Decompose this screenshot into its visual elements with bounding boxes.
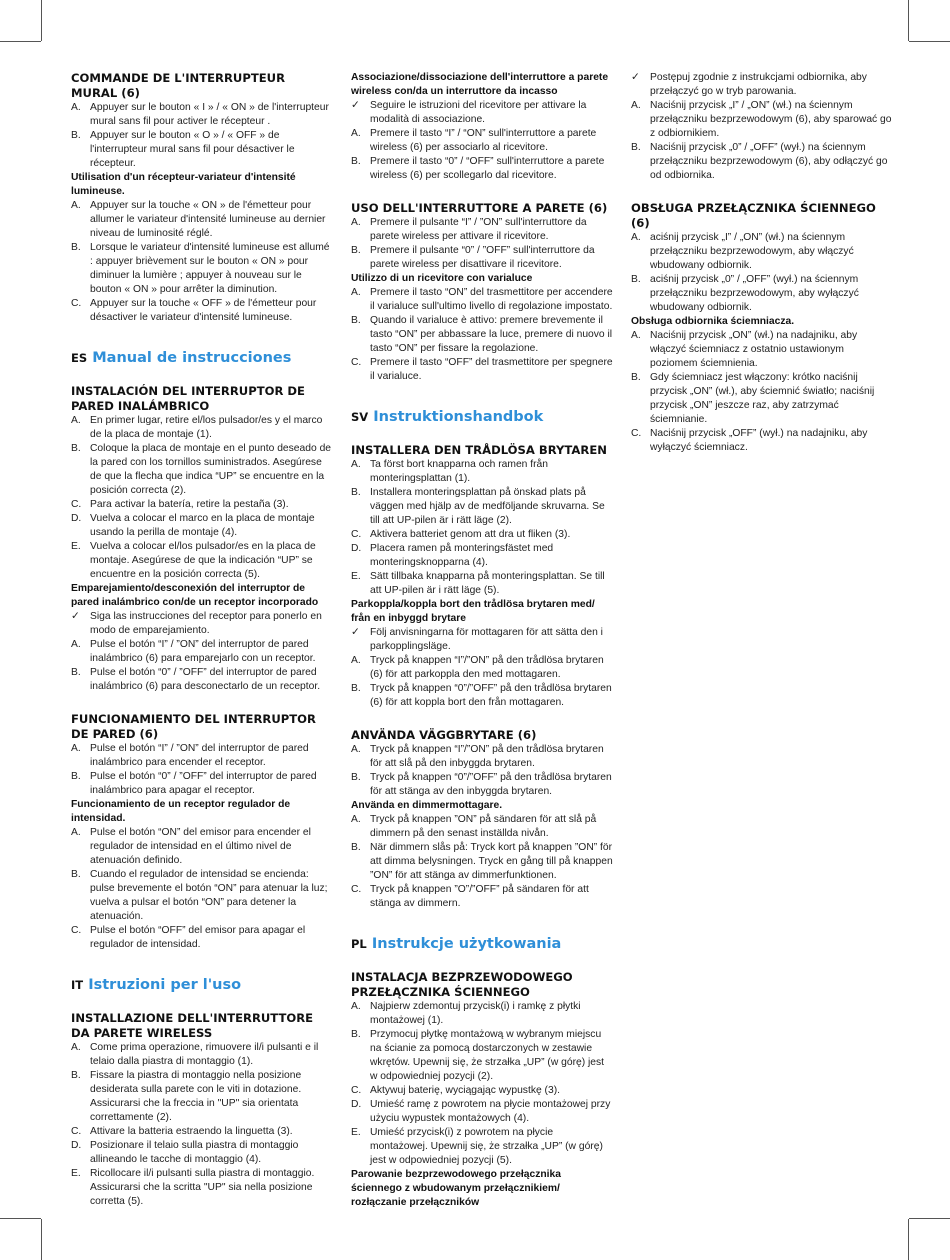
list-item-text: Quando il varialuce è attivo: premere brevemente il tasto “ON” per abbassare la luce, premere di nuovo il tasto “ON” per fissare la regolazione. — [370, 315, 613, 354]
list-item-text: Posizionare il telaio sulla piastra di montaggio allineando le tacche di montaggio (4). — [90, 1140, 299, 1165]
list-marker: C. — [71, 925, 82, 936]
list-item — [351, 682, 613, 710]
list-marker: B. — [71, 771, 81, 782]
list-item — [351, 1126, 613, 1168]
list-item-text: Appuyer sur la touche « ON » de l'émetteur pour allumer le variateur d'intensité lumineuse au dernier niveau de luminosité réglé. — [90, 200, 326, 239]
instruction-list — [351, 1000, 613, 1168]
list-item — [631, 99, 893, 141]
list-item — [351, 1084, 613, 1098]
list-item — [631, 231, 893, 273]
list-item-text: Premere il tasto “ON” del trasmettitore per accendere il varialuce sull'ultimo livello di regolazione impostato. — [370, 287, 613, 312]
crop-mark-bl — [0, 1218, 41, 1219]
list-item-text: Naciśnij przycisk „I” / „ON” (wł.) na ściennym przełączniku bezprzewodowym (6), aby sparować go z odbiornikiem. — [650, 100, 892, 139]
checklist-item — [71, 610, 333, 638]
list-item — [71, 924, 333, 952]
list-item-text: Przymocuj płytkę montażową w wybranym miejscu na ścianie za pomocą dostarczonych w zestawie wkrętów. Upewnij się, że strzałka „UP” (w górę) jest w odpowiedniej pozycji (2). — [370, 1029, 605, 1082]
list-item-text: Umieść ramę z powrotem na płycie montażowej przy użyciu wypustek montażowych (4). — [370, 1099, 611, 1124]
list-item — [71, 512, 333, 540]
list-marker: A. — [351, 217, 361, 228]
crop-mark-tr — [909, 41, 950, 42]
list-marker: A. — [351, 459, 361, 470]
column-1 — [71, 71, 333, 1209]
list-marker: D. — [71, 513, 82, 524]
list-item — [71, 1041, 333, 1069]
list-item — [71, 742, 333, 770]
list-item — [71, 241, 333, 297]
list-marker: A. — [71, 827, 81, 838]
list-marker: A. — [71, 743, 81, 754]
list-item-text: Lorsque le variateur d'intensité lumineuse est allumé : appuyer brièvement sur le bouton « ON » pour diminuer la lumière ; appuyer à nouveau sur le bouton « ON » pour arrêter la diminution. — [90, 242, 330, 295]
list-marker: E. — [351, 1127, 361, 1138]
language-title: Istruzioni per l'uso — [88, 977, 242, 993]
subheading: Parowanie bezprzewodowego przełącznika ściennego z wbudowanym przełącznikiem/ rozłączanie przełączników — [351, 1169, 561, 1208]
list-marker: B. — [631, 372, 641, 383]
list-item — [351, 813, 613, 841]
list-marker: E. — [351, 571, 361, 582]
list-marker: A. — [631, 232, 641, 243]
list-item — [351, 286, 613, 314]
list-item-text: Tryck på knappen “0”/”OFF” på den trådlösa brytaren för att stänga av den inbyggda brytaren. — [370, 772, 612, 797]
subheading: Obsługa odbiornika ściemniacza. — [631, 316, 795, 327]
list-marker: A. — [71, 415, 81, 426]
checklist-item — [631, 71, 893, 99]
list-marker: B. — [351, 683, 361, 694]
list-item-text: aciśnij przycisk „I” / „ON” (wł.) na ściennym przełączniku bezprzewodowym, aby włączyć wbudowany odbiornik. — [650, 232, 854, 271]
list-item-text: En primer lugar, retire el/los pulsador/es y el marco de la placa de montaje (1). — [90, 415, 323, 440]
list-marker: B. — [351, 842, 361, 853]
language-code: SV — [351, 410, 369, 424]
list-item — [631, 141, 893, 183]
list-item — [71, 1139, 333, 1167]
list-marker: C. — [351, 357, 362, 368]
list-marker: C. — [631, 428, 642, 439]
list-item — [71, 540, 333, 582]
subheading: Utilisation d'un récepteur-variateur d'intensité lumineuse. — [71, 172, 296, 197]
section-heading: ANVÄNDA VÄGGBRYTARE (6) — [351, 728, 537, 742]
list-item — [71, 1069, 333, 1125]
instruction-list — [631, 329, 893, 455]
list-item — [71, 868, 333, 924]
checkmark-icon: ✓ — [351, 627, 360, 638]
list-marker: A. — [351, 655, 361, 666]
list-item-text: Appuyer sur la touche « OFF » de l'émetteur pour désactiver le variateur d'intensité lumineuse. — [90, 298, 317, 323]
instruction-list — [631, 71, 893, 183]
list-item — [71, 770, 333, 798]
subheading: Parkoppla/koppla bort den trådlösa brytaren med/ från en inbyggd brytare — [351, 599, 595, 624]
list-item-text: Tryck på knappen “I”/”ON” på den trådlösa brytaren för att slå på den inbyggda brytaren. — [370, 744, 604, 769]
list-item-text: Premere il tasto “OFF” del trasmettitore per spegnere il varialuce. — [370, 357, 613, 382]
instruction-list — [71, 101, 333, 171]
language-title: Instrukcje użytkowania — [371, 936, 562, 952]
instruction-list — [351, 99, 613, 183]
list-item-text: Pulse el botón “0” / ”OFF” del interruptor de pared inalámbrico para apagar el receptor. — [90, 771, 317, 796]
list-item-text: Pulse el botón “0” / ”OFF” del interruptor de pared inalámbrico (6) para desconectarlo de un receptor. — [90, 667, 321, 692]
crop-mark-tr — [908, 0, 909, 41]
list-marker: C. — [71, 298, 82, 309]
list-item — [71, 297, 333, 325]
list-marker: A. — [351, 287, 361, 298]
instruction-list — [351, 458, 613, 598]
list-item-text: Pulse el botón “I” / ”ON” del interruptor de pared inalámbrico (6) para emparejarlo con un receptor. — [90, 639, 316, 664]
list-item — [351, 1000, 613, 1028]
instruction-list — [351, 286, 613, 384]
list-item — [351, 155, 613, 183]
list-item-text: Premere il pulsante “0” / ”OFF” sull'interruttore da parete wireless per disattivare il ricevitore. — [370, 245, 595, 270]
list-item — [631, 329, 893, 371]
list-marker: C. — [71, 1126, 82, 1137]
subheading: Emparejamiento/desconexión del interruptor de pared inalámbrico con/de un receptor incorporado — [71, 583, 319, 608]
list-item-text: Come prima operazione, rimuovere il/i pulsanti e il telaio dalla piastra di montaggio (1). — [90, 1042, 319, 1067]
list-item — [71, 414, 333, 442]
list-item-text: Placera ramen på monteringsfästet med monteringsknopparna (4). — [370, 543, 554, 568]
list-marker: C. — [351, 884, 362, 895]
checklist-item — [351, 99, 613, 127]
list-item-text: Postępuj zgodnie z instrukcjami odbiornika, aby przełączyć go w tryb parowania. — [650, 72, 867, 97]
list-item-text: Tryck på knappen “0”/”OFF” på den trådlösa brytaren (6) för att koppla bort den från mottagaren. — [370, 683, 612, 708]
list-marker: A. — [71, 200, 81, 211]
crop-mark-bl — [41, 1219, 42, 1260]
section-heading: INSTALLERA DEN TRÅDLÖSA BRYTAREN — [351, 443, 607, 457]
list-marker: A. — [71, 1042, 81, 1053]
list-item — [351, 570, 613, 598]
list-marker: C. — [351, 529, 362, 540]
list-item-text: Appuyer sur le bouton « I » / « ON » de l'interrupteur mural sans fil pour activer le récepteur . — [90, 102, 329, 127]
list-marker: C. — [71, 499, 82, 510]
instruction-list — [351, 743, 613, 799]
crop-mark-tl — [41, 0, 42, 41]
list-marker: B. — [71, 869, 81, 880]
list-item — [351, 528, 613, 542]
list-item — [351, 654, 613, 682]
column-2 — [351, 71, 613, 1210]
list-item-text: Najpierw zdemontuj przycisk(i) i ramkę z płytki montażowej (1). — [370, 1001, 581, 1026]
language-heading — [351, 406, 613, 427]
list-item-text: Pulse el botón “OFF” del emisor para apagar el regulador de intensidad. — [90, 925, 306, 950]
list-marker: B. — [631, 142, 641, 153]
instruction-list — [351, 813, 613, 911]
list-item-text: Fissare la piastra di montaggio nella posizione desiderata sulla parete con le viti in dotazione. Assicurarsi che la freccia in "UP" sia orientata correttamente (2). — [90, 1070, 302, 1123]
list-marker: E. — [71, 1168, 81, 1179]
instruction-list — [71, 199, 333, 325]
list-item — [351, 1098, 613, 1126]
list-item — [631, 427, 893, 455]
list-item — [351, 458, 613, 486]
list-item-text: Siga las instrucciones del receptor para ponerlo en modo de emparejamiento. — [90, 611, 322, 636]
language-heading — [351, 933, 613, 954]
list-item-text: Ta först bort knapparna och ramen från monteringsplattan (1). — [370, 459, 549, 484]
list-marker: B. — [351, 772, 361, 783]
language-code: PL — [351, 937, 367, 951]
list-item-text: Tryck på knappen ”ON” på sändaren för att slå på dimmern på den senast inställda nivån. — [370, 814, 597, 839]
language-code: IT — [71, 978, 84, 992]
section-heading: FUNCIONAMIENTO DEL INTERRUPTOR DE PARED (6) — [71, 712, 316, 741]
list-item-text: Umieść przycisk(i) z powrotem na płycie montażowej. Upewnij się, że strzałka „UP” (w górę) jest w odpowiedniej pozycji (5). — [370, 1127, 603, 1166]
subheading: Utilizzo di un ricevitore con varialuce — [351, 273, 533, 284]
section-heading: INSTALACIÓN DEL INTERRUPTOR DE PARED INALÁMBRICO — [71, 384, 305, 413]
checkmark-icon: ✓ — [351, 100, 360, 111]
list-item-text: Premere il tasto “0” / “OFF” sull'interruttore a parete wireless (6) per scollegarlo dal ricevitore. — [370, 156, 605, 181]
list-item — [71, 199, 333, 241]
section-heading: USO DELL'INTERRUTTORE A PARETE (6) — [351, 201, 608, 215]
list-marker: A. — [351, 744, 361, 755]
list-item — [71, 1125, 333, 1139]
list-marker: D. — [71, 1140, 82, 1151]
list-marker: A. — [351, 814, 361, 825]
section-heading: COMMANDE DE L'INTERRUPTEUR MURAL (6) — [71, 71, 285, 100]
list-item — [351, 841, 613, 883]
list-item — [71, 826, 333, 868]
list-marker: A. — [71, 102, 81, 113]
list-item-text: Tryck på knappen ”O”/”OFF” på sändaren för att stänga av dimmern. — [370, 884, 589, 909]
instruction-list — [71, 610, 333, 694]
list-marker: B. — [631, 274, 641, 285]
list-marker: B. — [351, 315, 361, 326]
language-heading — [71, 347, 333, 368]
section-heading: OBSŁUGA PRZEŁĄCZNIKA ŚCIENNEGO (6) — [631, 201, 876, 230]
crop-mark-br — [908, 1219, 909, 1260]
list-marker: E. — [71, 541, 81, 552]
list-marker: B. — [71, 242, 81, 253]
list-item-text: Ricollocare il/i pulsanti sulla piastra di montaggio. Assicurarsi che la scritta "UP" sia nella posizione corretta (5). — [90, 1168, 315, 1207]
section-heading: INSTALLAZIONE DELL'INTERRUTTORE DA PARETE WIRELESS — [71, 1011, 314, 1040]
list-item-text: Installera monteringsplattan på önskad plats på väggen med hjälp av de medföljande skruvarna. Se till att UP-pilen är i rätt läge (2). — [370, 487, 605, 526]
list-item-text: Gdy ściemniacz jest włączony: krótko naciśnij przycisk „ON” (wł.), aby ściemnić światło; naciśnij przycisk „ON” jeszcze raz, aby zatrzymać ściemnianie. — [650, 372, 875, 425]
list-marker: A. — [351, 128, 361, 139]
instruction-list — [351, 216, 613, 272]
list-item-text: Premere il tasto “I” / “ON” sull'interruttore a parete wireless (6) per associarlo al ricevitore. — [370, 128, 597, 153]
list-item-text: Sätt tillbaka knapparna på monteringsplattan. Se till att UP-pilen är i rätt läge (5). — [370, 571, 605, 596]
list-marker: D. — [351, 543, 362, 554]
instruction-list — [351, 626, 613, 710]
list-item-text: Naciśnij przycisk „OFF” (wył.) na nadajniku, aby wyłączyć ściemniacz. — [650, 428, 868, 453]
list-marker: A. — [631, 100, 641, 111]
list-item-text: aciśnij przycisk „0” / „OFF” (wył.) na ściennym przełączniku bezprzewodowym, aby wyłączyć wbudowany odbiornik. — [650, 274, 859, 313]
list-item-text: Naciśnij przycisk „ON” (wł.) na nadajniku, aby włączyć ściemniacz z ostatnio ustawionym poziomem ściemnienia. — [650, 330, 858, 369]
list-item — [351, 486, 613, 528]
list-item — [351, 542, 613, 570]
list-item-text: Pulse el botón “ON” del emisor para encender el regulador de intensidad en el último nivel de atenuación definido. — [90, 827, 311, 866]
subheading: Associazione/dissociazione dell'interruttore a parete wireless con/da un interruttore da incasso — [351, 72, 609, 97]
list-marker: C. — [351, 1085, 362, 1096]
subheading: Använda en dimmermottagare. — [351, 800, 503, 811]
list-item-text: När dimmern slås på: Tryck kort på knappen ”ON” för att dimma belysningen. Tryck en gång till på knappen ”ON” för att stänga av dimmerfunktionen. — [370, 842, 613, 881]
list-item — [351, 314, 613, 356]
list-item — [351, 216, 613, 244]
list-item — [351, 127, 613, 155]
section-heading: INSTALACJA BEZPRZEWODOWEGO PRZEŁĄCZNIKA ŚCIENNEGO — [351, 970, 573, 999]
list-item-text: Premere il pulsante “I” / ”ON” sull'interruttore da parete wireless per attivare il ricevitore. — [370, 217, 587, 242]
language-code: ES — [71, 351, 88, 365]
subheading: Funcionamiento de un receptor regulador de intensidad. — [71, 799, 291, 824]
list-item-text: Naciśnij przycisk „0” / „OFF” (wył.) na ściennym przełączniku bezprzewodowym (6), aby odłączyć go od odbiornika. — [650, 142, 888, 181]
list-item — [631, 273, 893, 315]
list-marker: B. — [71, 1070, 81, 1081]
list-item — [71, 498, 333, 512]
instruction-list — [71, 1041, 333, 1209]
list-marker: B. — [351, 156, 361, 167]
list-marker: A. — [631, 330, 641, 341]
list-marker: B. — [351, 1029, 361, 1040]
list-item — [71, 638, 333, 666]
list-item-text: Pulse el botón “I” / ”ON” del interruptor de pared inalámbrico para encender el receptor. — [90, 743, 309, 768]
list-marker: B. — [71, 667, 81, 678]
list-item-text: Aktywuj baterię, wyciągając wypustkę (3). — [370, 1085, 560, 1096]
list-item — [351, 356, 613, 384]
list-item-text: Attivare la batteria estraendo la linguetta (3). — [90, 1126, 293, 1137]
checklist-item — [351, 626, 613, 654]
list-item — [351, 1028, 613, 1084]
list-item — [71, 1167, 333, 1209]
list-item — [351, 244, 613, 272]
list-item-text: Para activar la batería, retire la pestaña (3). — [90, 499, 289, 510]
list-item — [631, 371, 893, 427]
language-title: Manual de instrucciones — [92, 350, 292, 366]
language-heading — [71, 974, 333, 995]
list-item-text: Aktivera batteriet genom att dra ut fliken (3). — [370, 529, 571, 540]
crop-mark-tl — [0, 41, 41, 42]
checkmark-icon: ✓ — [71, 611, 80, 622]
list-item-text: Följ anvisningarna för mottagaren för att sätta den i parkopplingsläge. — [370, 627, 603, 652]
list-item-text: Vuelva a colocar el marco en la placa de montaje usando la perilla de montaje (4). — [90, 513, 315, 538]
instruction-list — [71, 742, 333, 798]
list-item — [71, 129, 333, 171]
list-marker: B. — [351, 487, 361, 498]
instruction-list — [71, 414, 333, 582]
list-item-text: Appuyer sur le bouton « O » / « OFF » de l'interrupteur mural sans fil pour désactiver le récepteur. — [90, 130, 295, 169]
list-marker: B. — [351, 245, 361, 256]
list-item-text: Vuelva a colocar el/los pulsador/es en la placa de montaje. Asegúrese de que la indicación “UP” se encuentre en la posición correcta (5). — [90, 541, 316, 580]
list-marker: D. — [351, 1099, 362, 1110]
checkmark-icon: ✓ — [631, 72, 640, 83]
list-item — [71, 442, 333, 498]
column-3 — [631, 71, 893, 455]
list-marker: A. — [71, 639, 81, 650]
list-item-text: Seguire le istruzioni del ricevitore per attivare la modalità di associazione. — [370, 100, 587, 125]
instruction-list — [71, 826, 333, 952]
list-marker: B. — [71, 130, 81, 141]
list-marker: B. — [71, 443, 81, 454]
list-marker: A. — [351, 1001, 361, 1012]
list-item-text: Coloque la placa de montaje en el punto deseado de la pared con los tornillos suministrados. Asegúrese de que la flecha que indica “UP” se encuentre en la posición correcta (2). — [90, 443, 332, 496]
crop-mark-br — [909, 1218, 950, 1219]
list-item — [351, 743, 613, 771]
instruction-list — [631, 231, 893, 315]
list-item — [351, 883, 613, 911]
language-title: Instruktionshandbok — [373, 409, 544, 425]
list-item — [351, 771, 613, 799]
list-item-text: Cuando el regulador de intensidad se encienda: pulse brevemente el botón “ON” para atenuar la luz; vuelva a pulsar el botón “ON” para detener la atenuación. — [90, 869, 328, 922]
list-item — [71, 666, 333, 694]
list-item-text: Tryck på knappen “I”/”ON” på den trådlösa brytaren (6) för att parkoppla den med mottagaren. — [370, 655, 604, 680]
list-item — [71, 101, 333, 129]
